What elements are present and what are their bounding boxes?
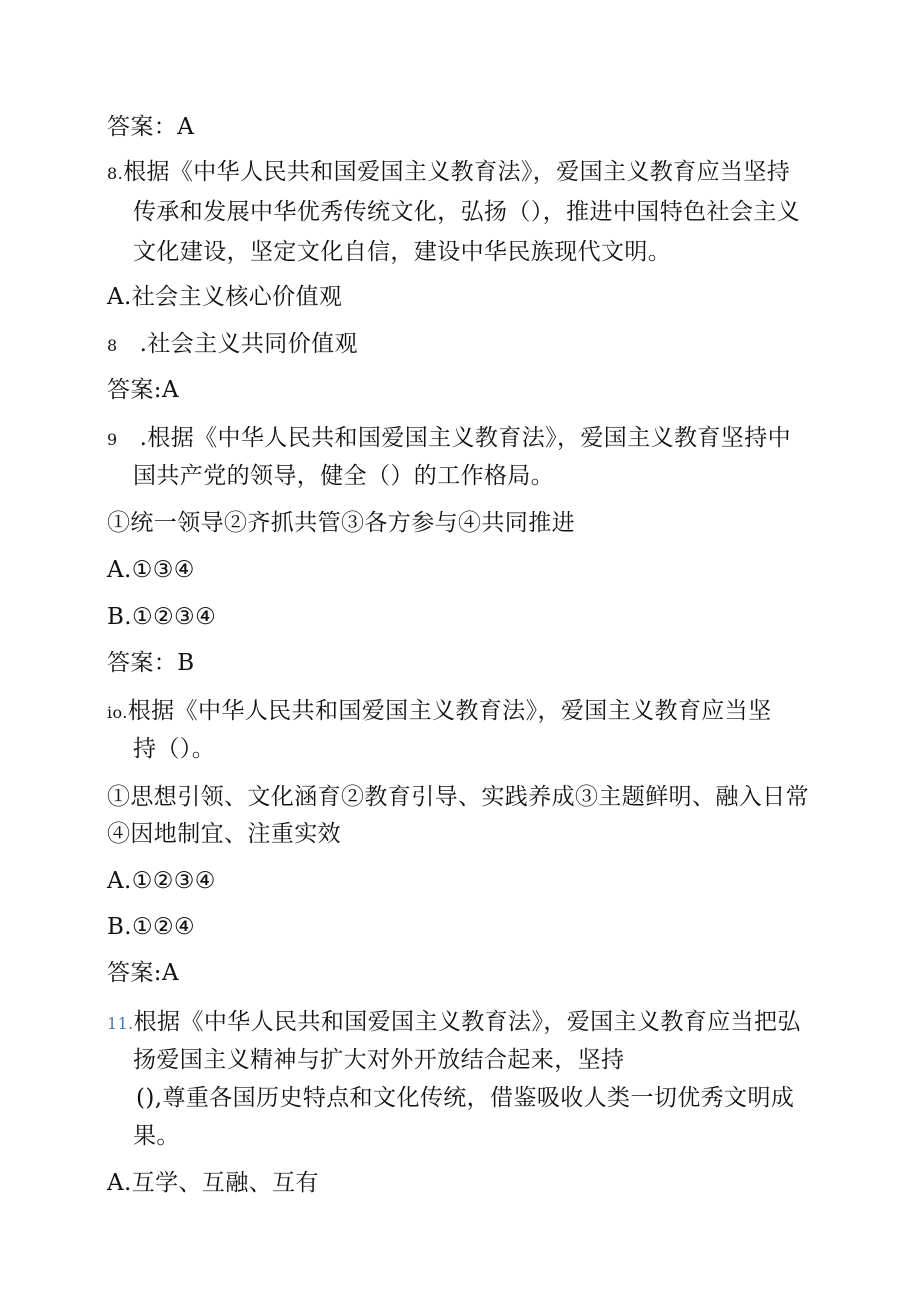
question-text: 扬爱国主义精神与扩大对外开放结合起来，坚持	[133, 1047, 625, 1073]
question-9-line-2	[133, 461, 554, 491]
choices-q10-line-2	[107, 819, 341, 849]
option-text: A.①③④	[107, 557, 195, 583]
choices-text: ④因地制宜、注重实效	[107, 821, 341, 847]
answer-line-q10	[107, 958, 179, 988]
option-b-q8	[107, 329, 358, 361]
answer-text: 答案:A	[107, 960, 179, 986]
answer-text: 答案：B	[107, 650, 195, 676]
question-11-line-3	[136, 1083, 794, 1113]
option-text: .社会主义共同价值观	[139, 331, 358, 357]
question-text: (),尊重各国历史特点和文化传统，借鉴吸收人类一切优秀文明成	[136, 1085, 795, 1111]
question-text: 根据《中华人民共和国爱国主义教育法》，爱国主义教育应当坚持	[123, 159, 791, 185]
question-10-line-2	[133, 734, 215, 764]
question-9-line-1	[107, 423, 791, 455]
question-8-line-3	[133, 237, 671, 267]
option-text: B.①②③④	[107, 604, 217, 630]
question-number: 11.	[107, 1014, 134, 1033]
question-text: .根据《中华人民共和国爱国主义教育法》，爱国主义教育坚持中	[139, 425, 792, 451]
answer-line-q7	[107, 112, 194, 142]
answer-text: 答案:A	[107, 377, 179, 403]
option-text: B.①②④	[107, 914, 196, 940]
answer-line-q8	[107, 375, 179, 405]
option-text: A.互学、互融、互有	[107, 1170, 319, 1196]
answer-text: 答案：A	[107, 114, 195, 140]
question-number: io.	[107, 703, 128, 722]
option-a-q10	[107, 866, 216, 896]
option-number: 8	[107, 336, 118, 355]
choices-text: ①思想引领、文化涵育②教育引导、实践养成③主题鲜明、融入日常	[107, 784, 809, 810]
option-a-q9	[107, 555, 195, 585]
question-11-line-1	[107, 1007, 801, 1039]
question-text: 根据《中华人民共和国爱国主义教育法》，爱国主义教育应当坚	[127, 698, 772, 724]
choices-q9	[107, 508, 575, 538]
question-8-line-2	[133, 197, 800, 227]
question-text: 传承和发展中华优秀传统文化，弘扬（），推进中国特色社会主义	[133, 199, 801, 225]
question-text: 果。	[133, 1123, 180, 1149]
choices-text: ①统一领导②齐抓共管③各方参与④共同推进	[107, 510, 575, 536]
question-text: 持（）。	[133, 736, 216, 762]
answer-line-q9	[107, 648, 195, 678]
option-a-q8	[107, 282, 342, 312]
question-text: 根据《中华人民共和国爱国主义教育法》，爱国主义教育应当把弘	[133, 1009, 801, 1035]
option-text: A.①②③④	[107, 868, 216, 894]
question-text: 国共产党的领导，健全（）的工作格局。	[133, 463, 555, 489]
question-text: 文化建设，坚定文化自信，建设中华民族现代文明。	[133, 239, 672, 265]
choices-q10-line-1	[107, 782, 809, 812]
question-8-line-1	[107, 157, 790, 189]
option-text: A.社会主义核心价值观	[107, 284, 343, 310]
option-a-q11	[107, 1168, 319, 1198]
question-11-line-2	[133, 1045, 624, 1075]
option-b-q9	[107, 602, 216, 632]
question-10-line-1	[107, 696, 771, 728]
question-number: 8.	[107, 164, 124, 183]
option-b-q10	[107, 912, 195, 942]
question-11-line-4	[133, 1121, 180, 1151]
question-number: 9	[107, 430, 118, 449]
